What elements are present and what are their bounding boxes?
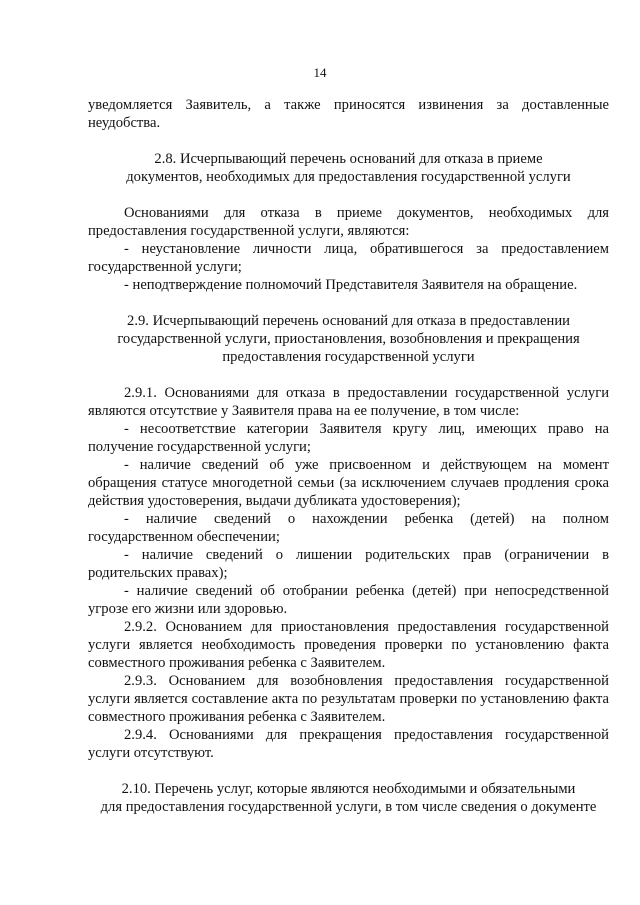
text-line: являются отсутствие у Заявителя права на ее получение, в том числе: — [88, 403, 520, 419]
section-heading-2-8: 2.8. Исчерпывающий перечень оснований для отказа в приеме — [154, 151, 543, 167]
text-line: 2.9.3. Основанием для возобновления предоставления государственной — [124, 673, 609, 689]
list-item: - несоответствие категории Заявителя кругу лиц, имеющих право на — [124, 421, 609, 437]
list-item: - неподтверждение полномочий Представителя Заявителя на обращение. — [124, 277, 578, 293]
section-heading-2-9: 2.9. Исчерпывающий перечень оснований для отказа в предоставлении — [127, 313, 570, 329]
page-number: 14 — [313, 65, 327, 80]
text-line: 2.9.1. Основаниями для отказа в предоставлении государственной услуги — [124, 385, 609, 401]
section-heading-2-8: документов, необходимых для предоставления государственной услуги — [126, 169, 571, 185]
list-item: - наличие сведений об отобрании ребенка (детей) при непосредственной — [124, 583, 609, 599]
list-item: - наличие сведений об уже присвоенном и действующем на момент — [124, 457, 609, 473]
text-line: услуги отсутствуют. — [88, 745, 214, 761]
text-line: совместного проживания ребенка с Заявителем. — [88, 655, 386, 671]
list-item: - наличие сведений о лишении родительских прав (ограничении в — [124, 547, 609, 563]
text-line: услуги является необходимость проведения проверки по установлению факта — [88, 637, 609, 653]
text-line: неудобства. — [88, 115, 161, 131]
section-heading-2-10: для предоставления государственной услуги, в том числе сведения о документе — [100, 799, 597, 815]
section-heading-2-9: государственной услуги, приостановления, возобновления и прекращения — [117, 331, 580, 347]
text-line: уведомляется Заявитель, а также приносятся извинения за доставленные — [88, 97, 609, 113]
text-line: действия удостоверения, выдачи дубликата удостоверения); — [88, 493, 461, 509]
list-item: - неустановление личности лица, обратившегося за предоставлением — [124, 241, 609, 257]
text-line: получение государственной услуги; — [88, 439, 311, 455]
section-heading-2-10: 2.10. Перечень услуг, которые являются необходимыми и обязательными — [121, 781, 576, 797]
section-heading-2-9: предоставления государственной услуги — [222, 349, 475, 365]
text-line: родительских правах); — [88, 565, 228, 581]
text-line: услуги является составление акта по результатам проверки по установлению факта — [88, 691, 609, 707]
text-line: 2.9.4. Основаниями для прекращения предоставления государственной — [124, 727, 609, 743]
document-body — [88, 96, 609, 816]
text-line: предоставления государственной услуги, являются: — [88, 223, 410, 239]
text-line: обращения статусе многодетной семьи (за исключением случаев продления срока — [88, 475, 609, 491]
text-line: государственной услуги; — [88, 259, 242, 275]
text-line: угрозе его жизни или здоровью. — [88, 601, 288, 617]
text-line: Основаниями для отказа в приеме документов, необходимых для — [124, 205, 609, 221]
text-line: государственном обеспечении; — [88, 529, 280, 545]
list-item: - наличие сведений о нахождении ребенка (детей) на полном — [124, 511, 609, 527]
text-line: 2.9.2. Основанием для приостановления предоставления государственной — [124, 619, 609, 635]
text-line: совместного проживания ребенка с Заявителем. — [88, 709, 386, 725]
